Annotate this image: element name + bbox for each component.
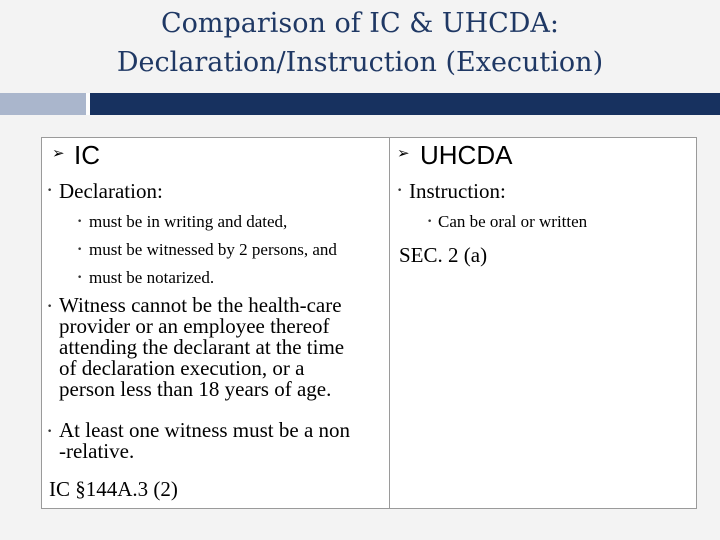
- left-declaration-label: Declaration:: [59, 179, 163, 203]
- slide-title-line-2: Declaration/Instruction (Execution): [116, 47, 604, 78]
- bullet-icon: •: [77, 273, 83, 283]
- title-band-accent: [0, 93, 86, 115]
- witness-line: person less than 18 years of age.: [59, 377, 332, 401]
- witness-line: provider or an employee thereof: [59, 314, 330, 338]
- bullet-icon: •: [47, 427, 53, 437]
- witness-line: attending the declarant at the time: [59, 335, 345, 359]
- slide-title-line-1: Comparison of IC & UHCDA:: [160, 8, 560, 39]
- comparison-table: [41, 137, 697, 509]
- slide-title: [0, 4, 720, 82]
- left-relative-paragraph: [59, 420, 350, 462]
- right-citation: SEC. 2 (a): [399, 243, 488, 267]
- left-sub-item-1: must be in writing and dated,: [89, 212, 288, 231]
- bullet-icon: •: [397, 186, 403, 196]
- bullet-icon: •: [427, 217, 433, 227]
- title-band: [90, 93, 720, 115]
- relative-line: At least one witness must be a non: [59, 418, 351, 442]
- right-heading: UHCDA: [420, 140, 513, 170]
- right-arrow-bullet-icon: ➢: [397, 144, 410, 162]
- left-citation: IC §144A.3 (2): [49, 477, 178, 501]
- bullet-icon: •: [47, 302, 53, 312]
- left-arrow-bullet-icon: ➢: [52, 144, 65, 162]
- left-heading: IC: [74, 140, 100, 170]
- witness-line: Witness cannot be the health-care: [59, 293, 342, 317]
- right-sub-item: Can be oral or written: [438, 212, 588, 231]
- right-instruction-label: Instruction:: [409, 179, 506, 203]
- relative-line: -relative.: [59, 439, 135, 463]
- left-witness-paragraph: [59, 295, 344, 400]
- bullet-icon: •: [47, 186, 53, 196]
- left-sub-item-2: must be witnessed by 2 persons, and: [89, 240, 337, 259]
- column-divider: [389, 138, 390, 508]
- bullet-icon: •: [77, 245, 83, 255]
- witness-line: of declaration execution, or a: [59, 356, 305, 380]
- left-sub-item-3: must be notarized.: [89, 268, 215, 287]
- bullet-icon: •: [77, 217, 83, 227]
